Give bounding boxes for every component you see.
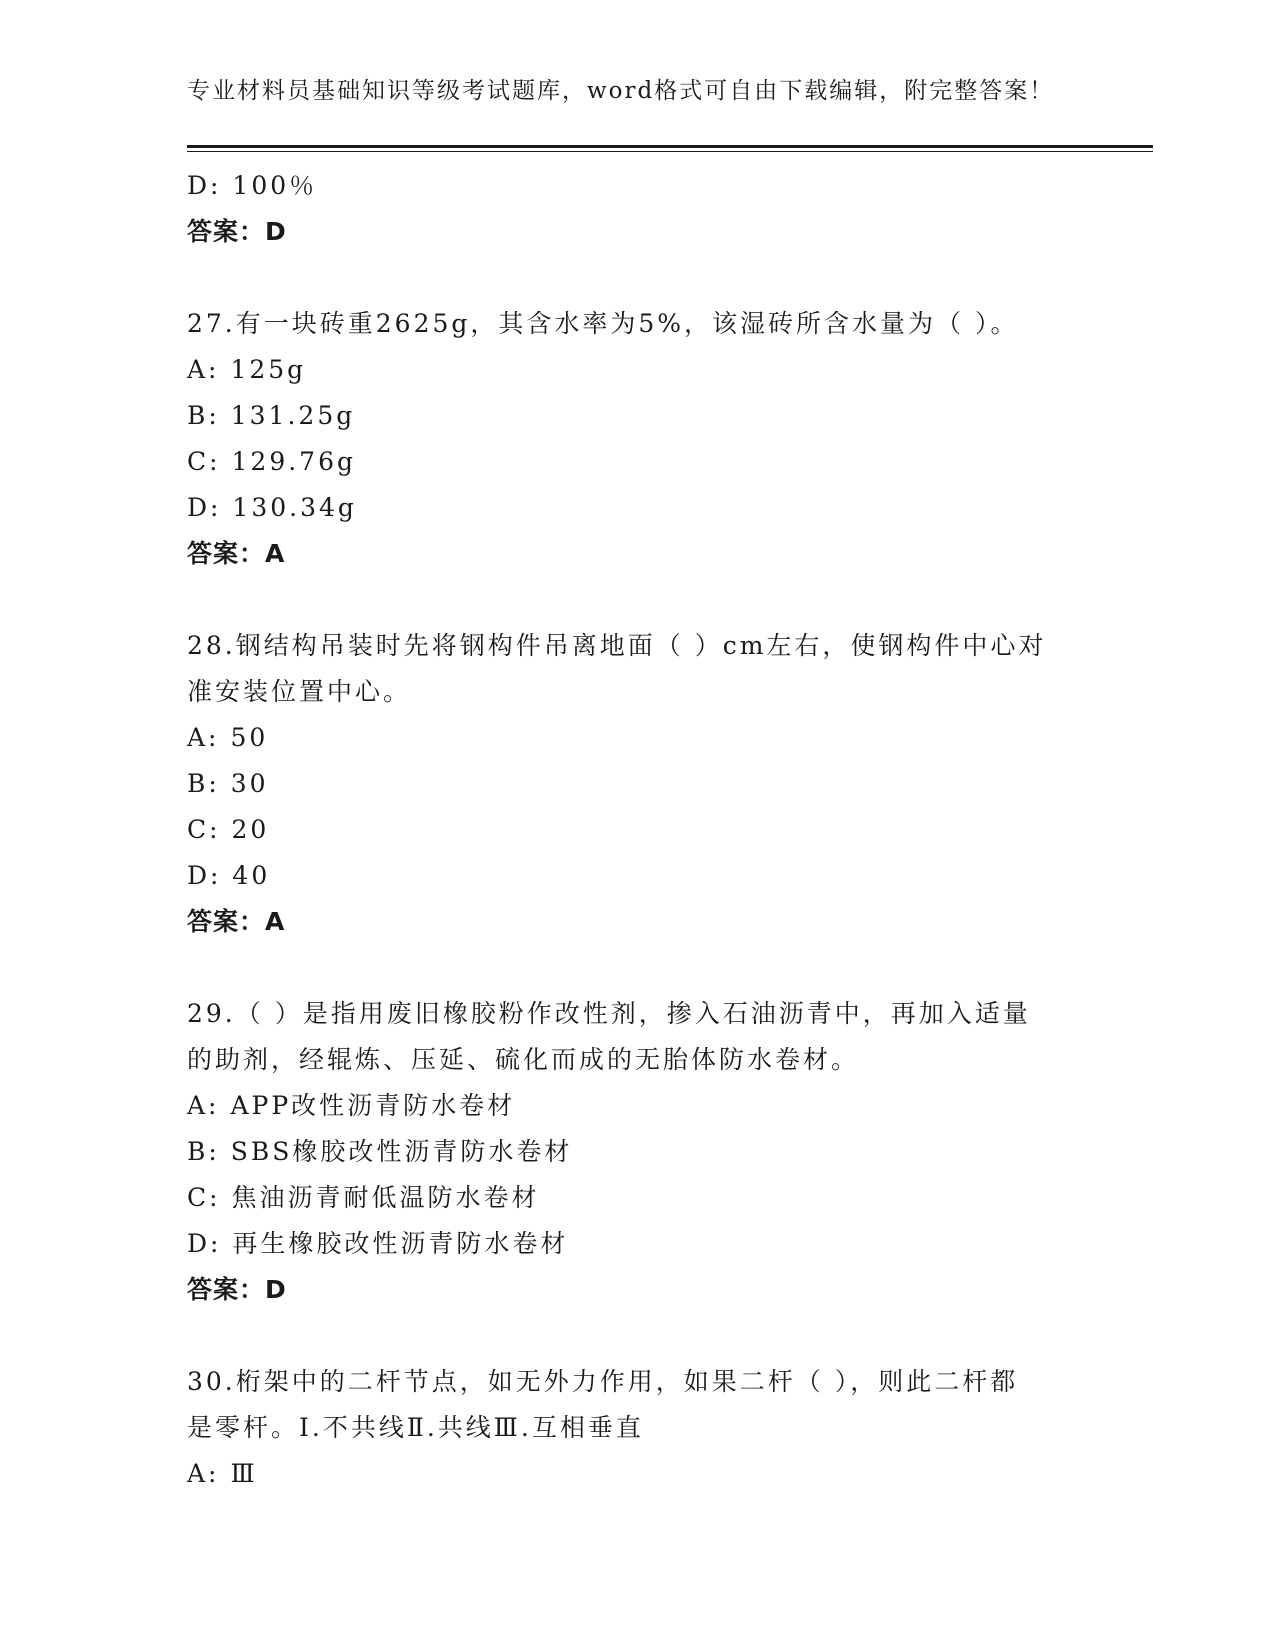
question-list [187, 163, 1087, 1497]
option-label: B: [187, 401, 220, 430]
option-text: APP改性沥青防水卷材 [230, 1091, 516, 1120]
option-label: A: [187, 1459, 220, 1488]
page-header: 专业材料员基础知识等级考试题库，word格式可自由下载编辑，附完整答案！ [187, 78, 1055, 104]
option-label: C: [187, 1183, 221, 1212]
option-text: 40 [232, 861, 271, 890]
question-text: （ ）是指用废旧橡胶粉作改性剂，掺入石油沥青中，再加入适量 [235, 999, 1031, 1028]
question-stem [187, 991, 1087, 1037]
option-a [187, 347, 1087, 393]
question-text: 钢结构吊装时先将钢构件吊离地面（ ）cm左右，使钢构件中心对 [235, 631, 1047, 660]
answer: 答案：A [187, 907, 286, 936]
option-c [187, 1175, 1087, 1221]
option-label: A: [187, 1091, 220, 1120]
option-text: 131.25g [230, 401, 356, 430]
option-text: Ⅲ [230, 1459, 258, 1488]
option-text: 20 [231, 815, 270, 844]
question-28 [187, 623, 1087, 945]
question-stem-cont: 是零杆。I.不共线Ⅱ.共线Ⅲ.互相垂直 [187, 1413, 644, 1442]
question-number: 30. [187, 1367, 236, 1396]
option-text: 50 [230, 723, 269, 752]
option-c [187, 807, 1087, 853]
question-number: 29. [187, 999, 236, 1028]
option-label: C: [187, 447, 221, 476]
option-text: 130.34g [232, 493, 357, 522]
option-label: A: [187, 723, 220, 752]
question-stem-cont: 准安装位置中心。 [187, 677, 412, 706]
header-rule-thick [187, 145, 1153, 148]
option-text: 125g [230, 355, 307, 384]
option-d [187, 853, 1087, 899]
option-text: SBS橡胶改性沥青防水卷材 [230, 1137, 573, 1166]
option-text: 100％ [232, 171, 318, 200]
option-d [187, 485, 1087, 531]
option-text: 30 [230, 769, 269, 798]
header-rule-thin [187, 151, 1153, 152]
option-label: C: [187, 815, 221, 844]
question-stem [187, 623, 1087, 669]
question-text: 有一块砖重2625g，其含水率为5%，该湿砖所含水量为（ ）。 [235, 309, 1019, 338]
option-label: A: [187, 355, 220, 384]
option-label: D: [187, 493, 222, 522]
option-label: B: [187, 769, 220, 798]
question-stem [187, 301, 1087, 347]
question-27 [187, 301, 1087, 577]
question-number: 28. [187, 631, 236, 660]
question-text: 桁架中的二杆节点，如无外力作用，如果二杆（ ），则此二杆都 [235, 1367, 1019, 1396]
question-number: 27. [187, 309, 236, 338]
option-text: 焦油沥青耐低温防水卷材 [231, 1183, 540, 1212]
answer: 答案：D [187, 217, 287, 246]
question-29 [187, 991, 1087, 1313]
option-b [187, 1129, 1087, 1175]
answer: 答案：D [187, 1275, 287, 1304]
option-label: D: [187, 171, 222, 200]
option-label: B: [187, 1137, 220, 1166]
answer: 答案：A [187, 539, 286, 568]
option-d [187, 1221, 1087, 1267]
question-30 [187, 1359, 1087, 1497]
question-stem [187, 1359, 1087, 1405]
option-a [187, 1083, 1087, 1129]
option-label: D: [187, 861, 222, 890]
option-text: 再生橡胶改性沥青防水卷材 [232, 1229, 569, 1258]
option-d [187, 163, 1087, 209]
question-stem-cont: 的助剂，经辊炼、压延、硫化而成的无胎体防水卷材。 [187, 1045, 860, 1074]
option-a [187, 715, 1087, 761]
option-text: 129.76g [231, 447, 356, 476]
option-b [187, 393, 1087, 439]
option-label: D: [187, 1229, 222, 1258]
option-c [187, 439, 1087, 485]
option-a [187, 1451, 1087, 1497]
option-b [187, 761, 1087, 807]
